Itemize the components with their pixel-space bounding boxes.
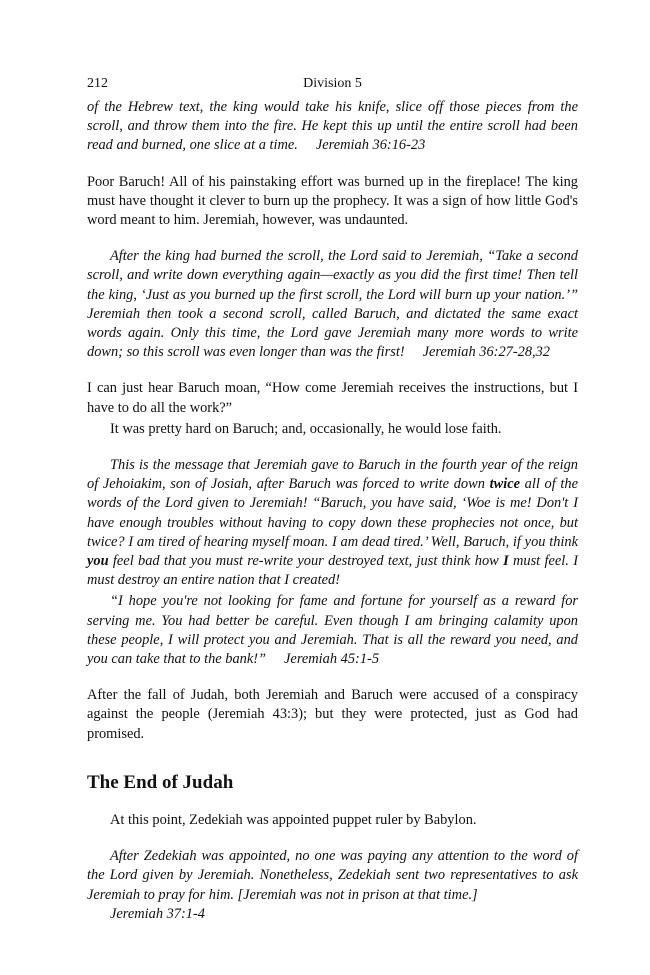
body-paragraph: After the fall of Judah, both Jeremiah and Baruch were accused of a conspiracy against the people (Jeremiah 43:3); but they were protected, just as God had promised.	[87, 687, 578, 742]
scripture-quote	[87, 247, 578, 362]
scripture-quote	[87, 98, 578, 156]
scripture-quote	[87, 847, 578, 905]
page-header	[87, 76, 578, 98]
quote-text: must feel. I must destroy an entire nation that I created!	[87, 553, 578, 589]
scripture-quote	[87, 592, 578, 669]
running-title: Division 5	[303, 76, 362, 91]
emphasis-i: I	[503, 553, 509, 570]
body-paragraph: It was pretty hard on Baruch; and, occasionally, he would lose faith.	[110, 420, 502, 437]
section-heading: The End of Judah	[87, 771, 234, 793]
body-paragraph: Poor Baruch! All of his painstaking effort was burned up in the fireplace! The king must have thought it clever to burn up the prophecy. It was a sign of how little God's word meant to him. Jeremiah, however, was undaunted.	[87, 173, 578, 229]
scripture-citation: Jeremiah 36:16-23	[315, 137, 426, 154]
scripture-citation: Jeremiah 45:1-5	[284, 651, 380, 668]
emphasis-twice: twice	[489, 476, 520, 493]
emphasis-you: you	[87, 553, 109, 570]
quote-text: After Zedekiah was appointed, no one was paying any attention to the word of the Lord given by Jeremiah. Nonetheless, Zedekiah sent two representatives to ask Jeremiah to pray for him. [Jeremiah was not in prison at that time.]	[87, 848, 578, 903]
quote-text: After the king had burned the scroll, the Lord said to Jeremiah, “Take a second scroll, and write down everything again—exactly as you did the first time! Then tell the king, ‘Just as you burned up the first scroll, the Lord will burn up your nation.’” Jeremiah then took a second scroll, called Baruch, and dictated the same exact words again. Only this time, the Lord gave Jeremiah many more words to write down; so this scroll was even longer than was the first!	[87, 248, 578, 361]
scripture-quote	[87, 456, 578, 590]
page-number: 212	[87, 76, 108, 91]
body-paragraph: I can just hear Baruch moan, “How come Jeremiah receives the instructions, but I have to do all the work?”	[87, 380, 578, 416]
scripture-citation: Jeremiah 36:27-28,32	[422, 344, 551, 361]
scripture-citation: Jeremiah 37:1-4	[110, 905, 205, 922]
body-paragraph: At this point, Zedekiah was appointed puppet ruler by Babylon.	[110, 811, 477, 828]
quote-text: This is the message that Jeremiah gave to Baruch in the fourth year of the reign of Jehoiakim, son of Josiah, after Baruch was forced to write down	[87, 457, 578, 493]
book-page	[87, 76, 578, 924]
quote-text: of the Hebrew text, the king would take his knife, slice off those pieces from the scroll, and throw them into the fire. He kept this up until the entire scroll had been read and burned, one slice at a time.	[87, 99, 578, 154]
quote-text: all of the words of the Lord given to Jeremiah! “Baruch, you have said, ‘Woe is me! Don't I have enough troubles without having to copy down these prophecies not once, but twice? I am tired of hearing myself moan. I am dead tired.’ Well, Baruch, if you think	[87, 476, 578, 550]
quote-text: “I hope you're not looking for fame and fortune for yourself as a reward for serving me. You had better be careful. Even though I am bringing calamity upon these people, I will protect you and Jeremiah. That is all the reward you need, and you can take that to the bank!”	[87, 593, 578, 668]
quote-text: feel bad that you must re-write your destroyed text, just think how	[108, 553, 504, 570]
